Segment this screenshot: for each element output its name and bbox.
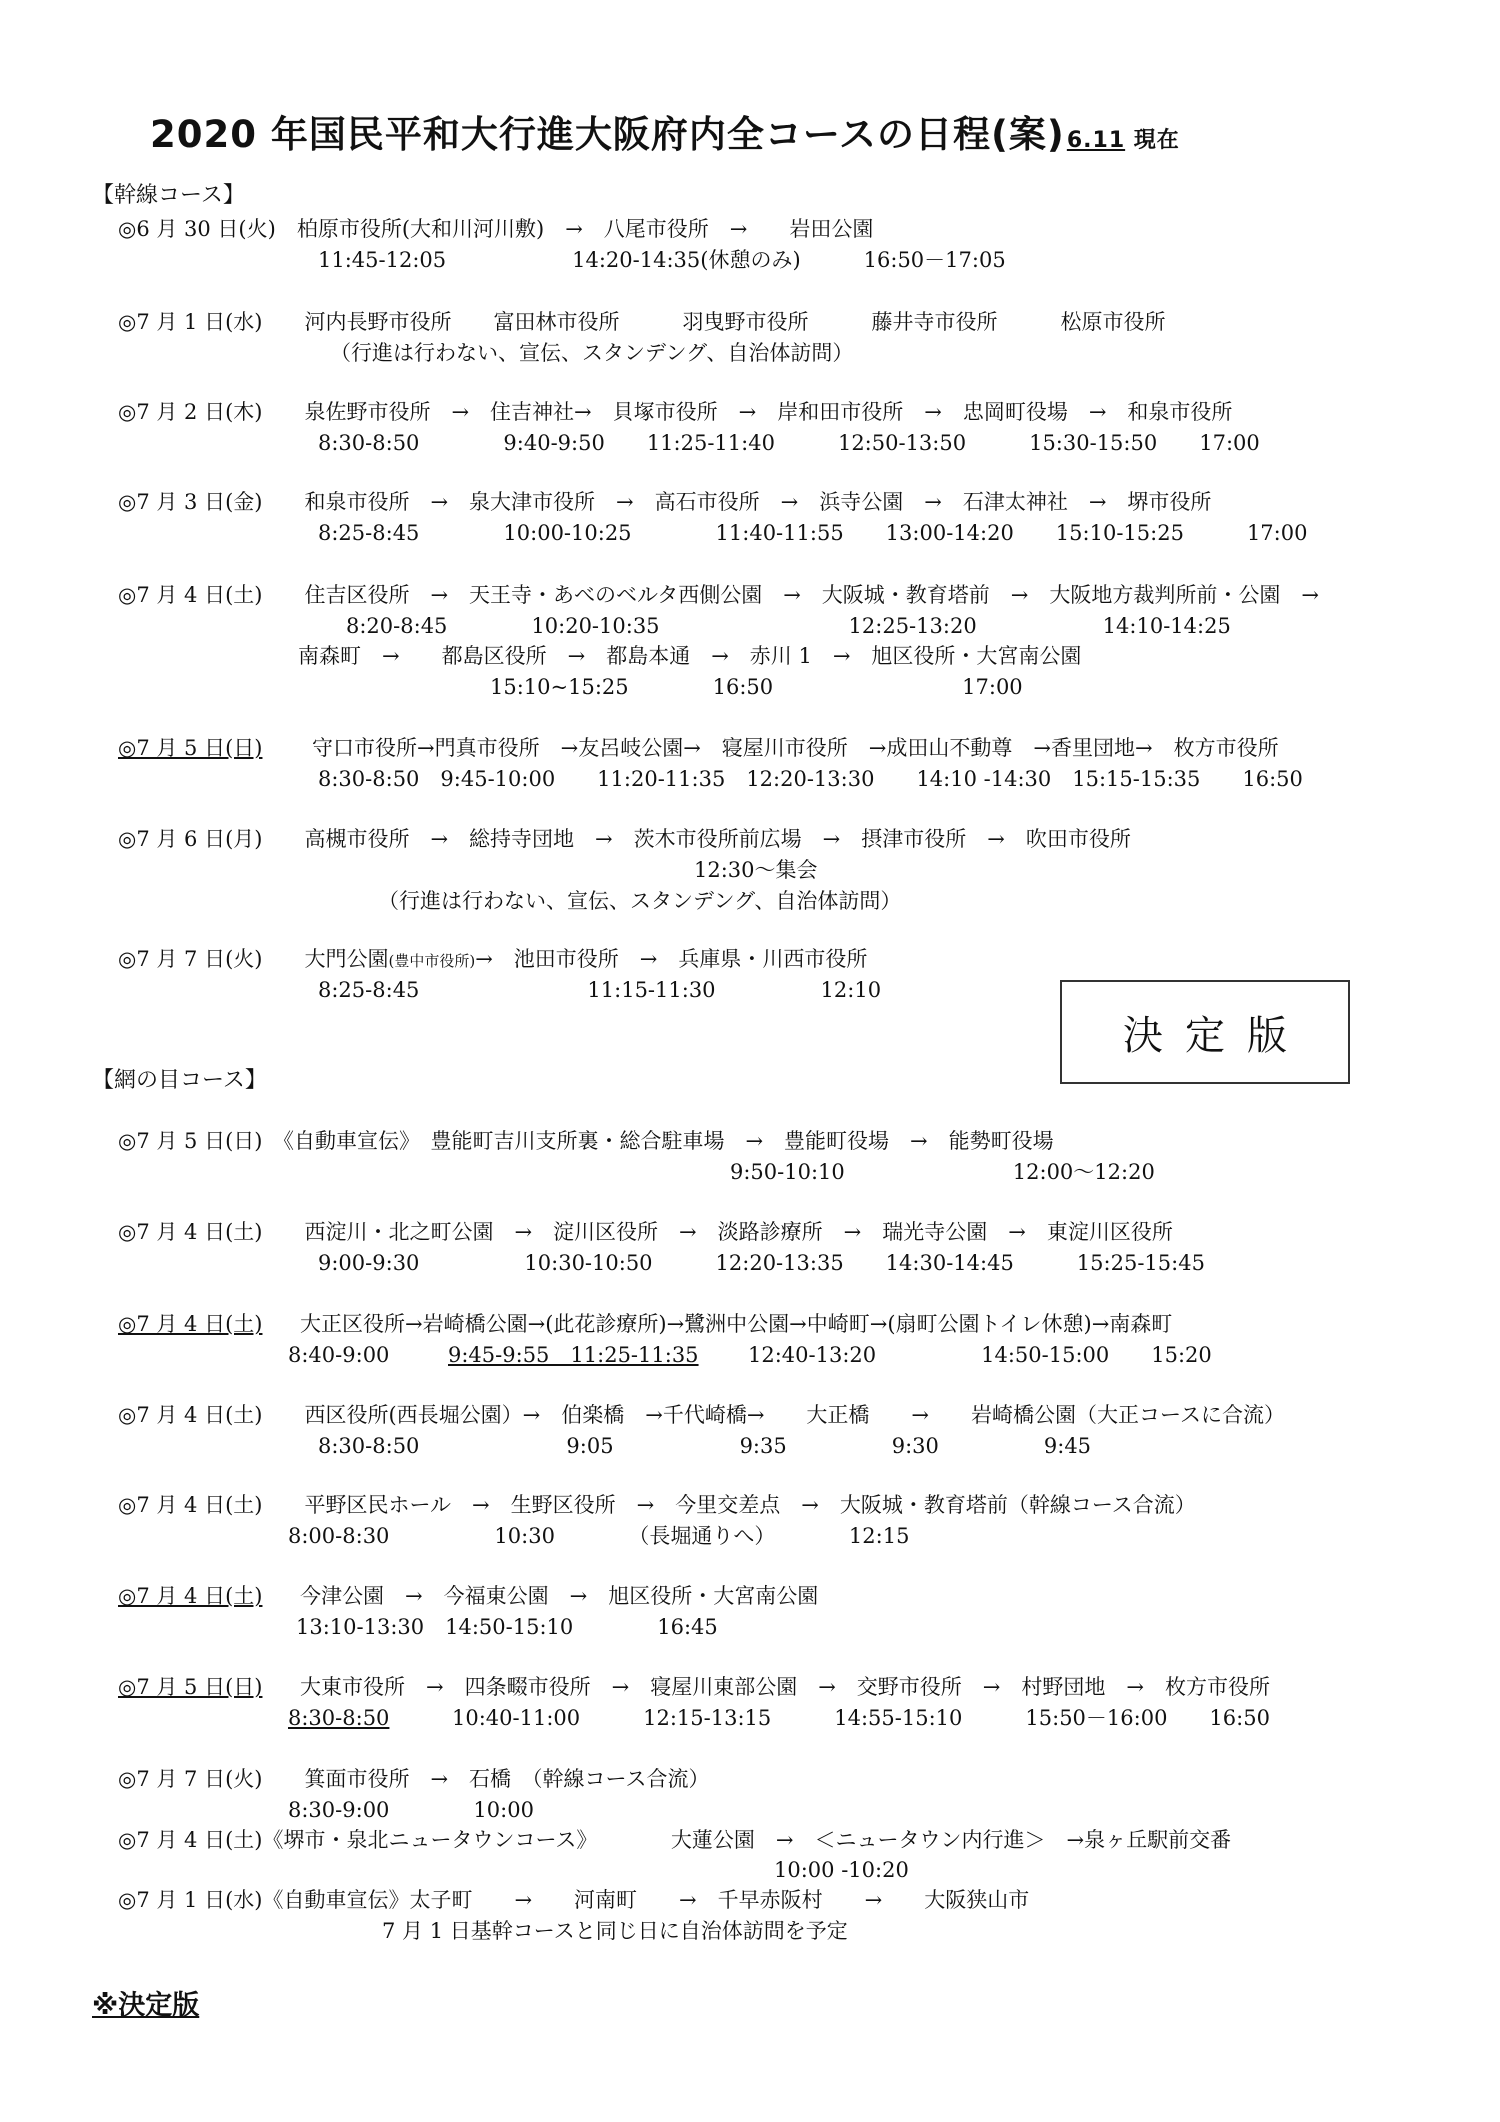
network-course-heading: 【網の目コース】 — [92, 1068, 267, 1093]
as-of-label: 現在 — [1133, 128, 1180, 153]
schedule-line: ◎6 月 30 日(火) 柏原市役所(大和川河川敷) → 八尾市役所 → 岩田公園 — [118, 217, 874, 241]
schedule-line: ◎7 月 1 日(水)《自動車宣伝》太子町 → 河南町 → 千早赤阪村 → 大阪狭山市 — [118, 1888, 1030, 1912]
final-version-badge — [1060, 980, 1350, 1084]
schedule-line — [118, 946, 867, 974]
schedule-line: ◎7 月 5 日(日) 《自動車宣伝》 豊能町吉川支所裏・総合駐車場 → 豊能町役場 → 能勢町役場 — [118, 1129, 1054, 1153]
schedule-times: 8:25-8:45 10:00-10:25 11:40-11:55 13:00-14:20 15:10-15:25 17:00 — [318, 521, 1308, 545]
page-title — [150, 104, 1180, 158]
schedule-line: 大東市役所 → 四条畷市役所 → 寝屋川東部公園 → 交野市役所 → 村野団地 → 枚方市役所 — [300, 1675, 1270, 1699]
schedule-times: 8:25-8:45 11:15-11:30 12:10 — [318, 978, 882, 1002]
title-main: 2020 年国民平和大行進大阪府内全コースの日程(案) — [150, 113, 1065, 156]
schedule-line: ◎7 月 2 日(木) 泉佐野市役所 → 住吉神社→ 貝塚市役所 → 岸和田市役所 → 忠岡町役場 → 和泉市役所 — [118, 400, 1233, 424]
schedule-line: ◎7 月 4 日(土) 西区役所(西長堀公園）→ 伯楽橋 →千代崎橋→ 大正橋 → 岩崎橋公園（大正コースに合流） — [118, 1403, 1285, 1427]
schedule-times: 8:30-8:50 9:40-9:50 11:25-11:40 12:50-13:50 15:30-15:50 17:00 — [318, 431, 1260, 455]
schedule-line: ◎7 月 4 日(土) 平野区民ホール → 生野区役所 → 今里交差点 → 大阪城・教育塔前（幹線コース合流） — [118, 1493, 1196, 1517]
schedule-times: 10:40-11:00 12:15-13:15 14:55-15:10 15:50－16:00 16:50 — [452, 1706, 1270, 1730]
schedule-line: ◎7 月 4 日(土) 西淀川・北之町公園 → 淀川区役所 → 淡路診療所 → 瑞光寺公園 → 東淀川区役所 — [118, 1220, 1173, 1244]
schedule-date: ◎7 月 5 日(日) — [118, 736, 263, 760]
schedule-times: 13:10-13:30 14:50-15:10 16:45 — [296, 1615, 718, 1639]
schedule-times: 8:30-8:50 9:45-10:00 11:20-11:35 12:20-13:30 14:10 -14:30 15:15-15:35 16:50 — [318, 767, 1303, 791]
schedule-times: 8:30-9:00 10:00 — [288, 1798, 534, 1822]
schedule-times: 11:45-12:05 14:20-14:35(休憩のみ) 16:50－17:05 — [318, 248, 1006, 272]
schedule-times: 15:10~15:25 16:50 17:00 — [490, 675, 1023, 699]
schedule-subnote: (豊中市役所) — [388, 952, 476, 970]
schedule-line: 南森町 → 都島区役所 → 都島本通 → 赤川 1 → 旭区役所・大宮南公園 — [298, 644, 1082, 668]
schedule-note: （行進は行わない、宣伝、スタンデング、自治体訪問） — [378, 889, 902, 913]
schedule-times: 12:40-13:20 14:50-15:00 15:20 — [748, 1343, 1212, 1367]
schedule-line: ◎7 月 1 日(水) 河内長野市役所 富田林市役所 羽曳野市役所 藤井寺市役所 松原市役所 — [118, 310, 1166, 334]
schedule-line: ◎7 月 4 日(土) 住吉区役所 → 天王寺・あべのベルタ西側公園 → 大阪城・教育塔前 → 大阪地方裁判所前・公園 → — [118, 583, 1319, 607]
schedule-note: （行進は行わない、宣伝、スタンデング、自治体訪問） — [330, 341, 854, 365]
schedule-date-place: ◎7 月 7 日(火) 大門公園 — [118, 947, 389, 971]
schedule-date: ◎7 月 4 日(土) — [118, 1312, 263, 1336]
schedule-times: 9:45-9:55 11:25-11:35 — [448, 1343, 699, 1367]
schedule-line: ◎7 月 4 日(土)《堺市・泉北ニュータウンコース》 大蓮公園 → ＜ニュータウン内行進＞ →泉ヶ丘駅前交番 — [118, 1828, 1232, 1852]
schedule-line: 守口市役所→門真市役所 →友呂岐公園→ 寝屋川市役所 →成田山不動尊 →香里団地→ 枚方市役所 — [312, 736, 1279, 760]
schedule-line: ◎7 月 3 日(金) 和泉市役所 → 泉大津市役所 → 高石市役所 → 浜寺公園 → 石津太神社 → 堺市役所 — [118, 490, 1212, 514]
schedule-times: 8:30-8:50 9:05 9:35 9:30 9:45 — [318, 1434, 1092, 1458]
main-course-heading: 【幹線コース】 — [92, 183, 245, 208]
schedule-times: 8:20-8:45 10:20-10:35 12:25-13:20 14:10-14:25 — [346, 614, 1231, 638]
final-version-text: 決定版 — [1123, 1012, 1309, 1059]
schedule-line: 今津公園 → 今福東公園 → 旭区役所・大宮南公園 — [300, 1584, 819, 1608]
schedule-times: 8:40-9:00 — [288, 1343, 390, 1367]
schedule-note: 7 月 1 日基幹コースと同じ日に自治体訪問を予定 — [382, 1919, 848, 1943]
footer-note: ※決定版 — [92, 1990, 200, 2021]
schedule-times: 9:50-10:10 12:00～12:20 — [730, 1160, 1155, 1184]
as-of-date: 6.11 — [1066, 128, 1126, 153]
schedule-line: 大正区役所→岩崎橋公園→(此花診療所)→鷺洲中公園→中崎町→(扇町公園トイレ休憩)→南森町 — [300, 1312, 1173, 1336]
schedule-date: ◎7 月 4 日(土) — [118, 1584, 263, 1608]
schedule-line: ◎7 月 7 日(火) 箕面市役所 → 石橋 （幹線コース合流） — [118, 1767, 710, 1791]
schedule-times: 8:30-8:50 — [288, 1706, 390, 1730]
schedule-times: 10:00 ‐10:20 — [774, 1858, 909, 1882]
schedule-route: → 池田市役所 → 兵庫県・川西市役所 — [475, 947, 868, 971]
schedule-date: ◎7 月 5 日(日) — [118, 1675, 263, 1699]
schedule-times: 9:00-9:30 10:30-10:50 12:20-13:35 14:30-14:45 15:25-15:45 — [318, 1251, 1205, 1275]
schedule-times: 8:00-8:30 10:30 （長堀通りへ） 12:15 — [288, 1524, 910, 1548]
as-of-note — [1067, 128, 1180, 153]
schedule-note: 12:30～集会 — [694, 858, 818, 882]
schedule-line: ◎7 月 6 日(月) 高槻市役所 → 総持寺団地 → 茨木市役所前広場 → 摂津市役所 → 吹田市役所 — [118, 827, 1131, 851]
